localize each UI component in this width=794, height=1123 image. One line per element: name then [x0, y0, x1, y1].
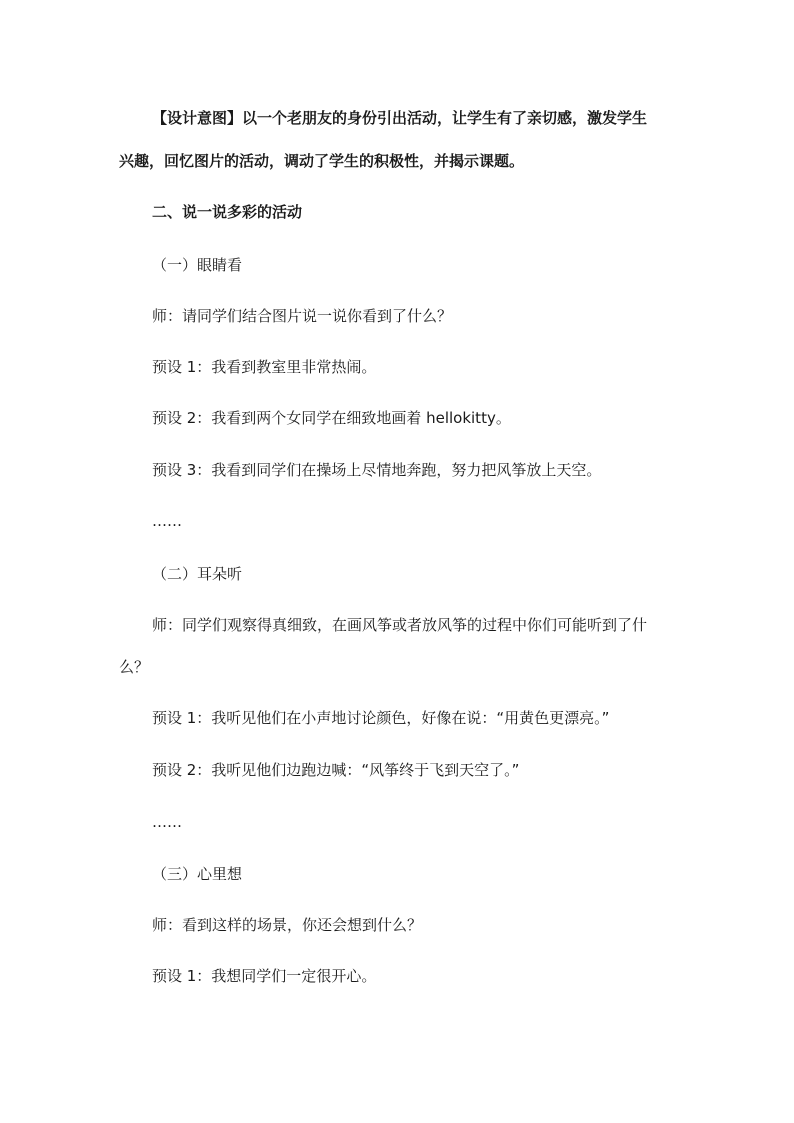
part1-ellipsis: ……	[152, 512, 182, 530]
part1-preset-2: 预设 2：我看到两个女同学在细致地画着 hellokitty。	[152, 409, 511, 427]
part3-preset-1: 预设 1：我想同学们一定很开心。	[152, 967, 377, 985]
part2-preset-2: 预设 2：我听见他们边跑边喊：“风筝终于飞到天空了。”	[152, 761, 520, 779]
part1-teacher-question: 师：请同学们结合图片说一说你看到了什么？	[152, 307, 453, 325]
section-title: 二、说一说多彩的活动	[152, 203, 303, 221]
part2-preset-1: 预设 1：我听见他们在小声地讨论颜色，好像在说：“用黄色更漂亮。”	[152, 709, 610, 727]
part1-preset-1: 预设 1：我看到教室里非常热闹。	[152, 358, 377, 376]
part2-teacher-line2: 么？	[119, 658, 150, 676]
part2-teacher-line1: 师：同学们观察得真细致，在画风筝或者放风筝的过程中你们可能听到了什	[152, 616, 648, 634]
part2-title: （二）耳朵听	[152, 565, 243, 583]
part1-title: （一）眼睛看	[152, 256, 243, 274]
part2-ellipsis: ……	[152, 813, 182, 831]
part3-teacher-question: 师：看到这样的场景，你还会想到什么？	[152, 916, 423, 934]
design-intent-line1: 【设计意图】以一个老朋友的身份引出活动，让学生有了亲切感，激发学生	[152, 109, 648, 127]
design-intent-line2: 兴趣，回忆图片的活动，调动了学生的积极性，并揭示课题。	[119, 152, 525, 170]
part1-preset-3: 预设 3：我看到同学们在操场上尽情地奔跑，努力把风筝放上天空。	[152, 461, 602, 479]
part3-title: （三）心里想	[152, 865, 243, 883]
